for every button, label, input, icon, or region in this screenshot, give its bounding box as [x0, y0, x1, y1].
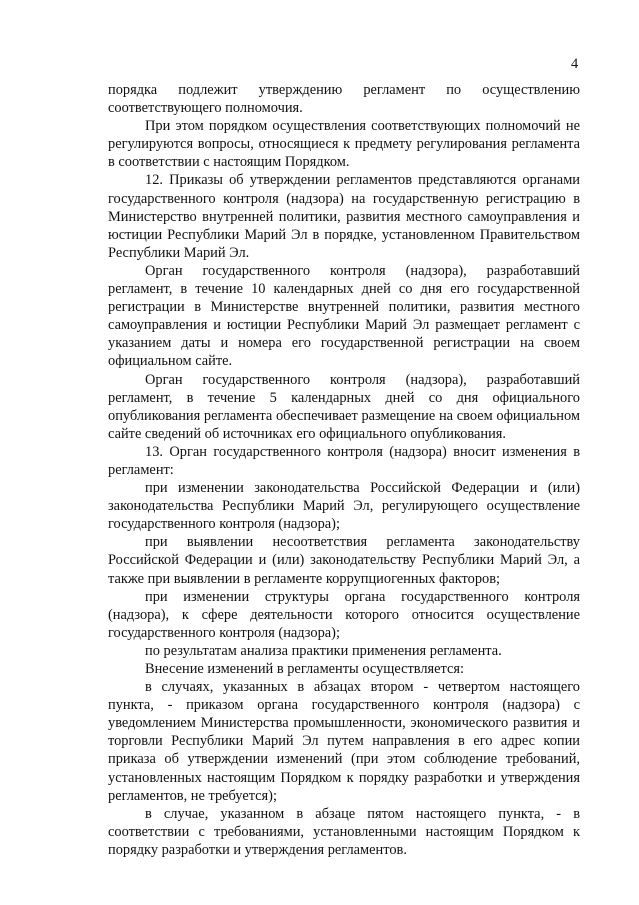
paragraph: в случае, указанном в абзаце пятом настоящего пункта, - в соответствии с требованиями, установленными настоящим Порядком к порядку разработки и утверждения регламентов.: [108, 805, 580, 858]
paragraph: Орган государственного контроля (надзора), разработавший регламент, в течение 10 календарных дней со дня его государственной регистрации в Министерстве внутренней политики, развития местного самоуправления и юстиции Республики Марий Эл размещает регламент с указанием даты и номера его государственной регистрации на своем официальном сайте.: [108, 262, 580, 370]
paragraph: при выявлении несоответствия регламента законодательству Российской Федерации и (или) законодательству Республики Марий Эл, а также при выявлении в регламенте коррупциогенных факторов;: [108, 534, 580, 587]
paragraph: 12. Приказы об утверждении регламентов представляются органами государственного контроля (надзора) на государственную регистрацию в Министерство внутренней политики, развития местного самоуправления и юстиции Республики Марий Эл в порядке, установленном Правительством Республики Марий Эл.: [108, 172, 580, 261]
paragraph: порядка подлежит утверждению регламент по осуществлению соответствующего полномочия.: [108, 82, 580, 117]
paragraph: при изменении законодательства Российской Федерации и (или) законодательства Республики Марий Эл, регулирующего осуществление государственного контроля (надзора);: [108, 480, 580, 533]
paragraph: 13. Орган государственного контроля (надзора) вносит изменения в регламент:: [108, 443, 580, 478]
paragraph: в случаях, указанных в абзацах втором - четвертом настоящего пункта, - приказом органа государственного контроля (надзора) с уведомлением Министерства промышленности, экономического развития и торговли Республики Марий Эл путем направления в его адрес копии приказа об утверждении изменений (при этом соблюдение требований, установленных настоящим Порядком к порядку разработки и утверждения регламентов, не требуется);: [108, 679, 580, 804]
paragraph: Орган государственного контроля (надзора), разработавший регламент, в течение 5 календарных дней со дня официального опубликования регламента обеспечивает размещение на своем официальном сайте сведений об источниках его официального опубликования.: [108, 371, 580, 442]
paragraph: Внесение изменений в регламенты осуществляется:: [145, 661, 465, 677]
paragraph: по результатам анализа практики применения регламента.: [145, 642, 502, 659]
paragraph: при изменении структуры органа государственного контроля (надзора), к сфере деятельности которого относится осуществление государственного контроля (надзора);: [108, 588, 580, 641]
paragraph: При этом порядком осуществления соответствующих полномочий не регулируются вопросы, относящиеся к предмету регулирования регламента в соответствии с настоящим Порядком.: [108, 118, 580, 171]
document-body: [108, 81, 580, 859]
page-number: 4: [571, 56, 579, 72]
